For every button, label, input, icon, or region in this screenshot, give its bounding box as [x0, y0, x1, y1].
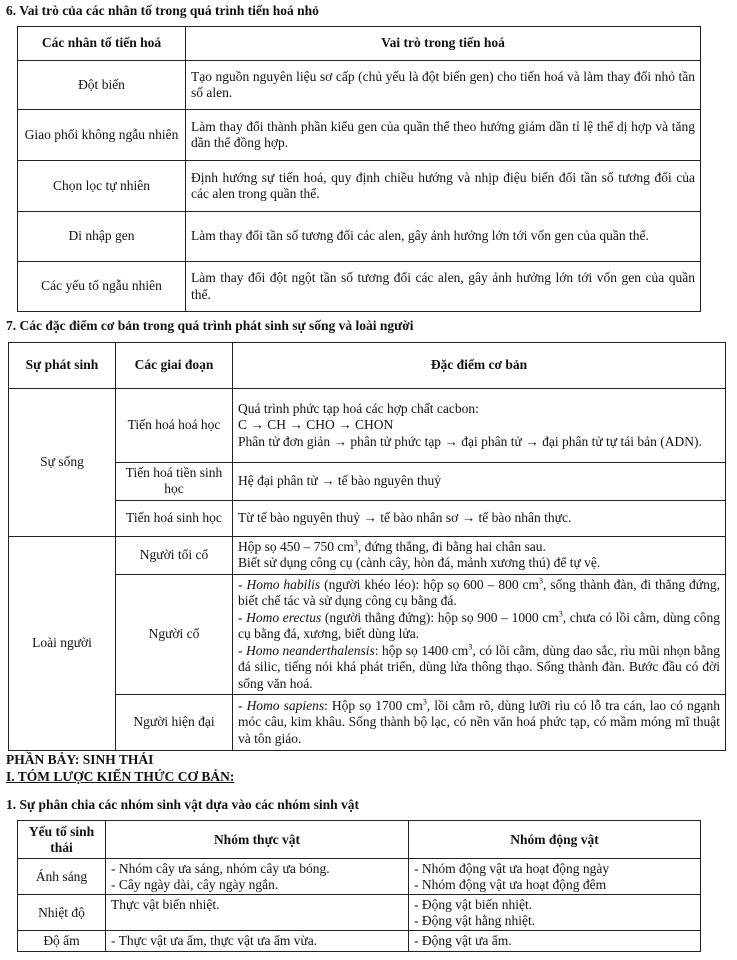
superscript: 3	[422, 697, 427, 707]
species-name: Homo sapiens	[246, 697, 325, 713]
table-row	[18, 895, 701, 931]
feature-line	[238, 577, 720, 610]
header-factors: Các nhân tố tiến hoá	[18, 27, 186, 61]
dash: -	[238, 697, 247, 713]
factor-cell: Di nhập gen	[18, 212, 186, 262]
factor-cell: Đột biến	[18, 61, 186, 110]
factor-cell: Giao phối không ngẫu nhiên	[18, 110, 186, 161]
table-row	[18, 110, 701, 161]
stage-cell: Người cổ	[116, 574, 233, 694]
feature-cell	[233, 574, 726, 694]
eco-factor-cell: Nhiệt độ	[18, 895, 106, 931]
evolution-factors-table	[17, 26, 701, 312]
life-origin-cell: Sự sống	[9, 389, 116, 537]
header-plants: Nhóm thực vật	[106, 821, 409, 859]
header-animals: Nhóm động vật	[409, 821, 701, 859]
dash: -	[238, 609, 247, 625]
dash: -	[238, 642, 247, 658]
species-name: Homo erectus	[246, 609, 322, 625]
feature-text: Hộp sọ 450 – 750 cm	[238, 538, 354, 554]
section-7-heading: 7. Các đặc điểm cơ bản trong quá trình phát sinh sự sống và loài người	[6, 318, 414, 333]
plants-cell	[106, 859, 409, 895]
feature-line: Phân tử đơn giản → phân tử phức tạp → đại phân tử → đại phân tử tự tái bản (ADN).	[238, 433, 702, 449]
feature-text: , sống thành đàn, đi thẳng đứng, biết chế tác và sử dụng công cụ bằng đá.	[238, 576, 720, 609]
feature-text: , có lồi cằm, dùng dao sắc, rìu mũi nhọn bằng đá silic, tiếng nói khá phát triển, dùng lửa thông thạo. Sống thành đàn. Bước đầu có đời sống văn hoá.	[238, 642, 720, 691]
stage-cell: Tiến hoá hoá học	[116, 389, 233, 463]
stage-cell: Tiến hoá tiền sinh học	[116, 463, 233, 501]
table-row	[18, 161, 701, 212]
section-6-heading: 6. Vai trò của các nhân tố trong quá trình tiến hoá nhỏ	[6, 3, 319, 18]
feature-cell	[233, 536, 726, 574]
role-cell: Làm thay đổi tần số tương đối các alen, gây ảnh hưởng lớn tới vốn gen của quần thể.	[186, 212, 701, 262]
table-row	[18, 859, 701, 895]
feature-line: Biết sử dụng công cụ (cành cây, hòn đá, mảnh xương thú) để tự vệ.	[238, 555, 601, 571]
header-origin: Sự phát sinh	[9, 343, 116, 389]
human-origin-cell: Loài người	[9, 536, 116, 750]
feature-text: (người thẳng đứng): hộp sọ 900 – 1000 cm	[321, 609, 559, 625]
feature-cell	[233, 389, 726, 463]
animals-line: - Động vật biến nhiệt.	[414, 897, 533, 913]
table-row	[18, 262, 701, 312]
ecology-heading: 1. Sự phân chia các nhóm sinh vật dựa vào các nhóm sinh vật	[6, 797, 360, 812]
plants-cell	[106, 931, 409, 952]
plants-line: - Cây ngày dài, cây ngày ngắn.	[111, 876, 279, 892]
dash: -	[238, 576, 247, 592]
role-cell: Định hướng sự tiến hoá, quy định chiều hướng và nhịp điệu biến đổi tần số tương đối của các alen trong quần thể.	[186, 161, 701, 212]
feature-cell	[233, 695, 726, 751]
feature-text: , chưa có lồi cằm, dùng công cụ bằng đá, xương, biết dùng lửa.	[238, 609, 721, 642]
animals-line: - Nhóm động vật ưa hoạt động ngày	[414, 861, 610, 876]
part-subtitle: I. TÓM LƯỢC KIẾN THỨC CƠ BẢN:	[6, 769, 235, 784]
feature-line: Quá trình phức tạp hoá các hợp chất cacbon:	[238, 400, 479, 416]
feature-line	[238, 643, 720, 692]
superscript: 3	[558, 609, 563, 619]
part-title: PHẦN BẢY: SINH THÁI	[6, 752, 154, 767]
species-name: Homo neanderthalensis	[246, 642, 375, 658]
feature-line	[238, 610, 720, 643]
feature-text: , đứng thẳng, đi bằng hai chân sau.	[357, 538, 546, 554]
stage-cell: Người tối cổ	[116, 536, 233, 574]
role-cell: Tạo nguồn nguyên liệu sơ cấp (chủ yếu là đột biến gen) cho tiến hoá và làm thay đổi nhỏ tần số alen.	[186, 61, 701, 110]
ecology-table	[17, 820, 701, 952]
table-row	[18, 212, 701, 262]
plants-line: - Thực vật ưa ẩm, thực vật ưa ẩm vừa.	[111, 933, 318, 949]
feature-cell: Hệ đại phân tử → tế bào nguyên thuỷ	[233, 463, 726, 501]
feature-text: (người khéo léo): hộp sọ 600 – 800 cm	[320, 576, 540, 592]
role-cell: Làm thay đổi đột ngột tần số tương đối các alen, gây ảnh hưởng lớn tới vốn gen của quần thể.	[186, 262, 701, 312]
animals-cell	[409, 859, 701, 895]
feature-line	[238, 698, 720, 747]
stage-cell: Tiến hoá sinh học	[116, 500, 233, 536]
header-stages: Các giai đoạn	[116, 343, 233, 389]
superscript: 3	[353, 538, 358, 548]
feature-text: : hộp sọ 1400 cm	[374, 642, 469, 658]
stage-cell: Người hiện đại	[116, 695, 233, 751]
feature-cell: Từ tế bào nguyên thuỷ → tế bào nhân sơ → tế bào nhân thực.	[233, 500, 726, 536]
table-row	[18, 931, 701, 952]
feature-text: , lồi cằm rõ, dùng lưỡi rìu có lỗ tra cán, lao có ngạnh móc câu, kim khâu. Sống thành bộ lạc, có nền văn hoá phức tạp, có mầm móng mĩ thuật và tôn giáo.	[238, 697, 721, 746]
animals-line: - Động vật ưa ẩm.	[414, 933, 512, 949]
animals-line: - Nhóm động vật ưa hoạt động đêm	[414, 876, 607, 892]
eco-factor-cell: Độ ẩm	[18, 931, 106, 952]
factor-cell: Chọn lọc tự nhiên	[18, 161, 186, 212]
feature-line	[238, 539, 720, 555]
header-role: Vai trò trong tiến hoá	[186, 27, 701, 61]
plants-cell	[106, 895, 409, 931]
plants-line: - Nhóm cây ưa sáng, nhóm cây ưa bóng.	[111, 861, 330, 876]
origin-table	[8, 342, 726, 751]
role-cell: Làm thay đổi thành phần kiểu gen của quần thể theo hướng giảm dần tỉ lệ thể dị hợp và tăng dần thể đồng hợp.	[186, 110, 701, 161]
superscript: 3	[468, 642, 473, 652]
feature-text: : Hộp sọ 1700 cm	[324, 697, 423, 713]
header-features: Đặc điểm cơ bản	[233, 343, 726, 389]
animals-cell	[409, 931, 701, 952]
eco-factor-cell: Ánh sáng	[18, 859, 106, 895]
factor-cell: Các yếu tố ngẫu nhiên	[18, 262, 186, 312]
superscript: 3	[539, 576, 544, 586]
table-row	[18, 61, 701, 110]
species-name: Homo habilis	[246, 576, 321, 592]
animals-line: - Động vật hằng nhiệt.	[414, 912, 536, 928]
feature-line: C → CH → CHO → CHON	[238, 417, 394, 433]
header-eco-factor: Yếu tố sinh thái	[18, 821, 106, 859]
plants-line: Thực vật biến nhiệt.	[111, 897, 220, 913]
animals-cell	[409, 895, 701, 931]
